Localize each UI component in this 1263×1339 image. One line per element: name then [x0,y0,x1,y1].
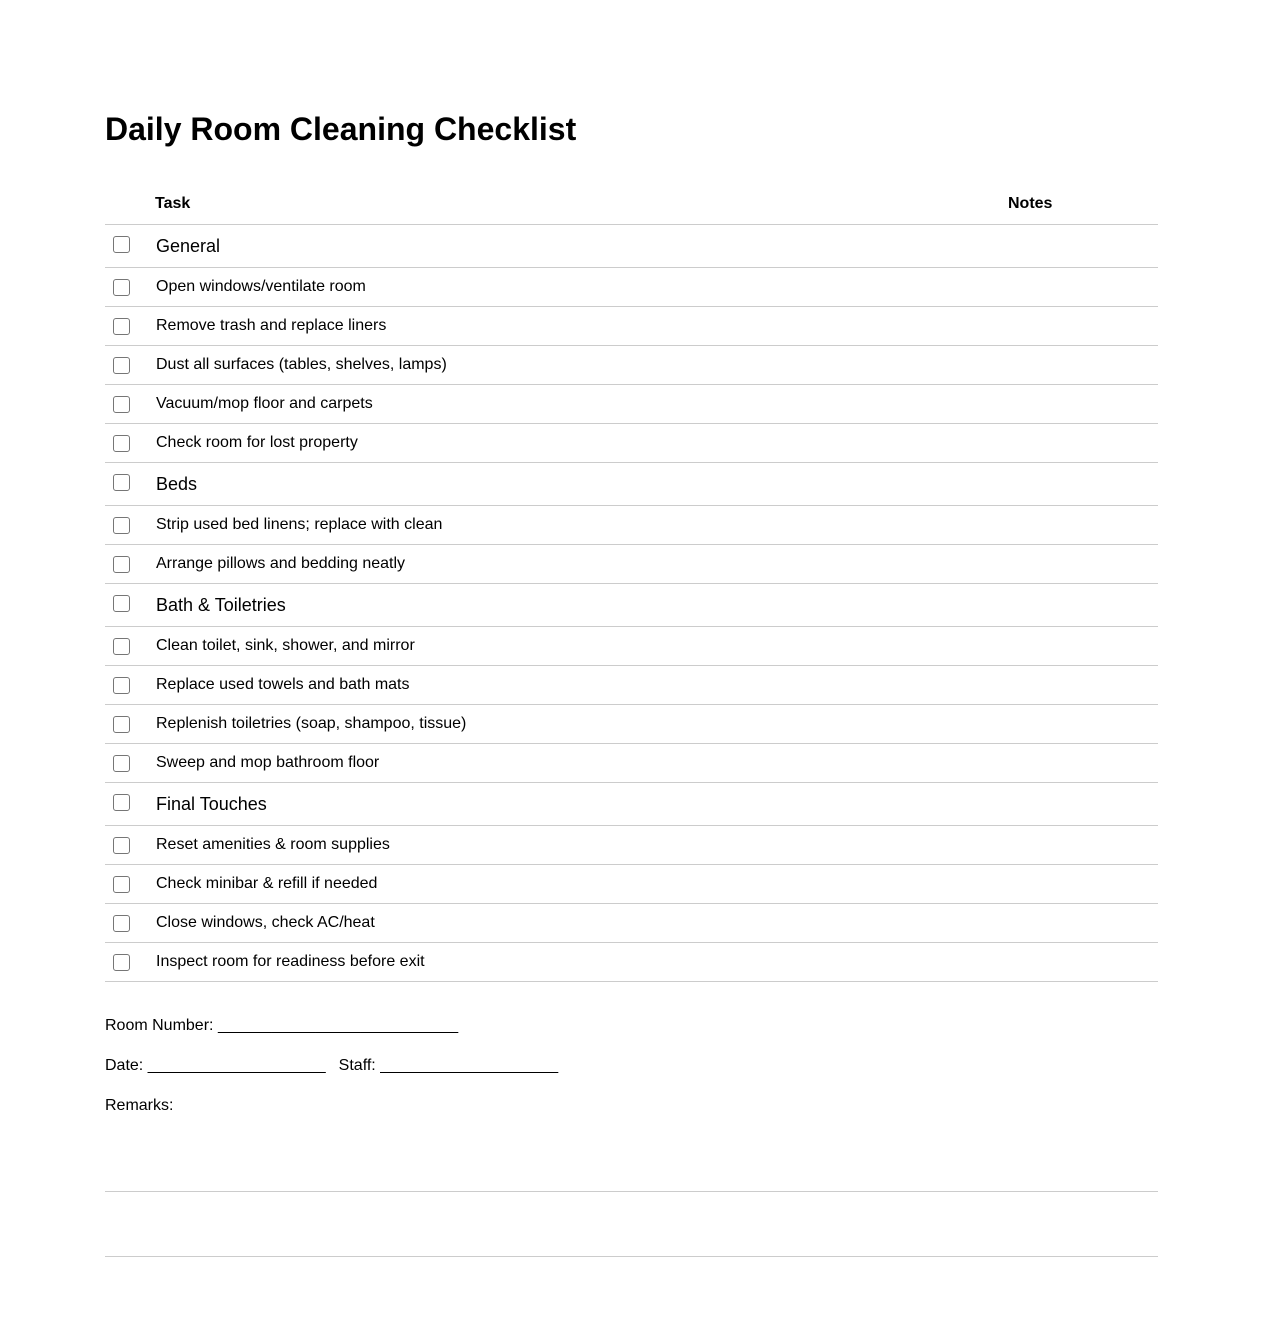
room-number-label: Room Number: [105,1017,214,1034]
checkbox[interactable] [113,716,130,733]
notes-cell[interactable] [1008,545,1158,584]
remarks-label: Remarks: [105,1097,174,1114]
task-label: Check minibar & refill if needed [156,875,378,892]
category-label: Beds [156,473,198,494]
notes-cell[interactable] [1008,865,1158,904]
task-label: Remove trash and replace liners [156,317,387,334]
remarks-area[interactable] [105,1191,1158,1257]
notes-cell[interactable] [1008,424,1158,463]
remarks-field [105,1095,1158,1135]
table-header-row [105,184,1158,225]
notes-cell[interactable] [1008,904,1158,943]
category-row-beds [105,463,1158,506]
category-label: Final Touches [156,793,267,814]
header-task: Task [155,184,1008,225]
notes-cell[interactable] [1008,307,1158,346]
task-row [105,744,1158,783]
checkbox[interactable] [113,279,130,296]
task-row [105,904,1158,943]
room-number-field [105,1015,1158,1055]
checkbox[interactable] [113,236,130,253]
category-label: General [156,235,221,256]
checkbox[interactable] [113,794,130,811]
task-row [105,545,1158,584]
header-check [105,184,155,225]
task-label: Clean toilet, sink, shower, and mirror [156,637,415,654]
category-row-bath-toiletries [105,584,1158,627]
checkbox[interactable] [113,435,130,452]
task-label: Close windows, check AC/heat [156,914,375,931]
task-label: Vacuum/mop floor and carpets [156,395,373,412]
checkbox[interactable] [113,517,130,534]
task-row [105,943,1158,982]
task-label: Open windows/ventilate room [156,278,366,295]
checkbox[interactable] [113,677,130,694]
task-row [105,307,1158,346]
notes-cell[interactable] [1008,783,1158,826]
checkbox[interactable] [113,837,130,854]
notes-cell[interactable] [1008,346,1158,385]
checkbox[interactable] [113,357,130,374]
task-row [105,424,1158,463]
task-row [105,268,1158,307]
task-label: Dust all surfaces (tables, shelves, lamps) [156,356,447,373]
date-staff-line [105,1055,1158,1095]
notes-cell[interactable] [1008,744,1158,783]
task-row [105,826,1158,865]
notes-cell[interactable] [1008,385,1158,424]
checkbox[interactable] [113,556,130,573]
checkbox[interactable] [113,318,130,335]
task-label: Replace used towels and bath mats [156,676,410,693]
checkbox[interactable] [113,474,130,491]
task-label: Sweep and mop bathroom floor [156,754,380,771]
header-notes: Notes [1008,184,1158,225]
checkbox[interactable] [113,638,130,655]
notes-cell[interactable] [1008,584,1158,627]
task-label: Arrange pillows and bedding neatly [156,555,406,572]
checkbox[interactable] [113,595,130,612]
category-label: Bath & Toiletries [156,594,286,615]
checkbox[interactable] [113,954,130,971]
staff-blank[interactable]: ____________________ [380,1057,559,1074]
checkbox[interactable] [113,755,130,772]
task-row [105,666,1158,705]
notes-cell[interactable] [1008,943,1158,982]
form-fields [105,1015,1158,1135]
checklist-table [105,184,1158,982]
staff-label: Staff: [338,1057,376,1074]
task-label: Strip used bed linens; replace with clean [156,516,443,533]
notes-cell[interactable] [1008,666,1158,705]
checkbox[interactable] [113,876,130,893]
task-label: Reset amenities & room supplies [156,836,390,853]
page-title: Daily Room Cleaning Checklist [105,111,577,147]
notes-cell[interactable] [1008,463,1158,506]
notes-cell[interactable] [1008,627,1158,666]
task-row [105,705,1158,744]
task-row [105,385,1158,424]
notes-cell[interactable] [1008,826,1158,865]
task-label: Replenish toiletries (soap, shampoo, tissue) [156,715,467,732]
notes-cell[interactable] [1008,705,1158,744]
date-blank[interactable]: ____________________ [147,1057,326,1074]
notes-cell[interactable] [1008,268,1158,307]
category-row-final-touches [105,783,1158,826]
task-label: Check room for lost property [156,434,358,451]
task-label: Inspect room for readiness before exit [156,953,425,970]
task-row [105,865,1158,904]
task-row [105,506,1158,545]
category-row-general [105,225,1158,268]
checklist-body [105,225,1158,982]
notes-cell[interactable] [1008,506,1158,545]
notes-cell[interactable] [1008,225,1158,268]
task-row [105,627,1158,666]
date-label: Date: [105,1057,144,1074]
remarks-rule [105,1192,1158,1257]
task-row [105,346,1158,385]
checkbox[interactable] [113,915,130,932]
room-number-blank[interactable]: ___________________________ [217,1017,459,1034]
checkbox[interactable] [113,396,130,413]
